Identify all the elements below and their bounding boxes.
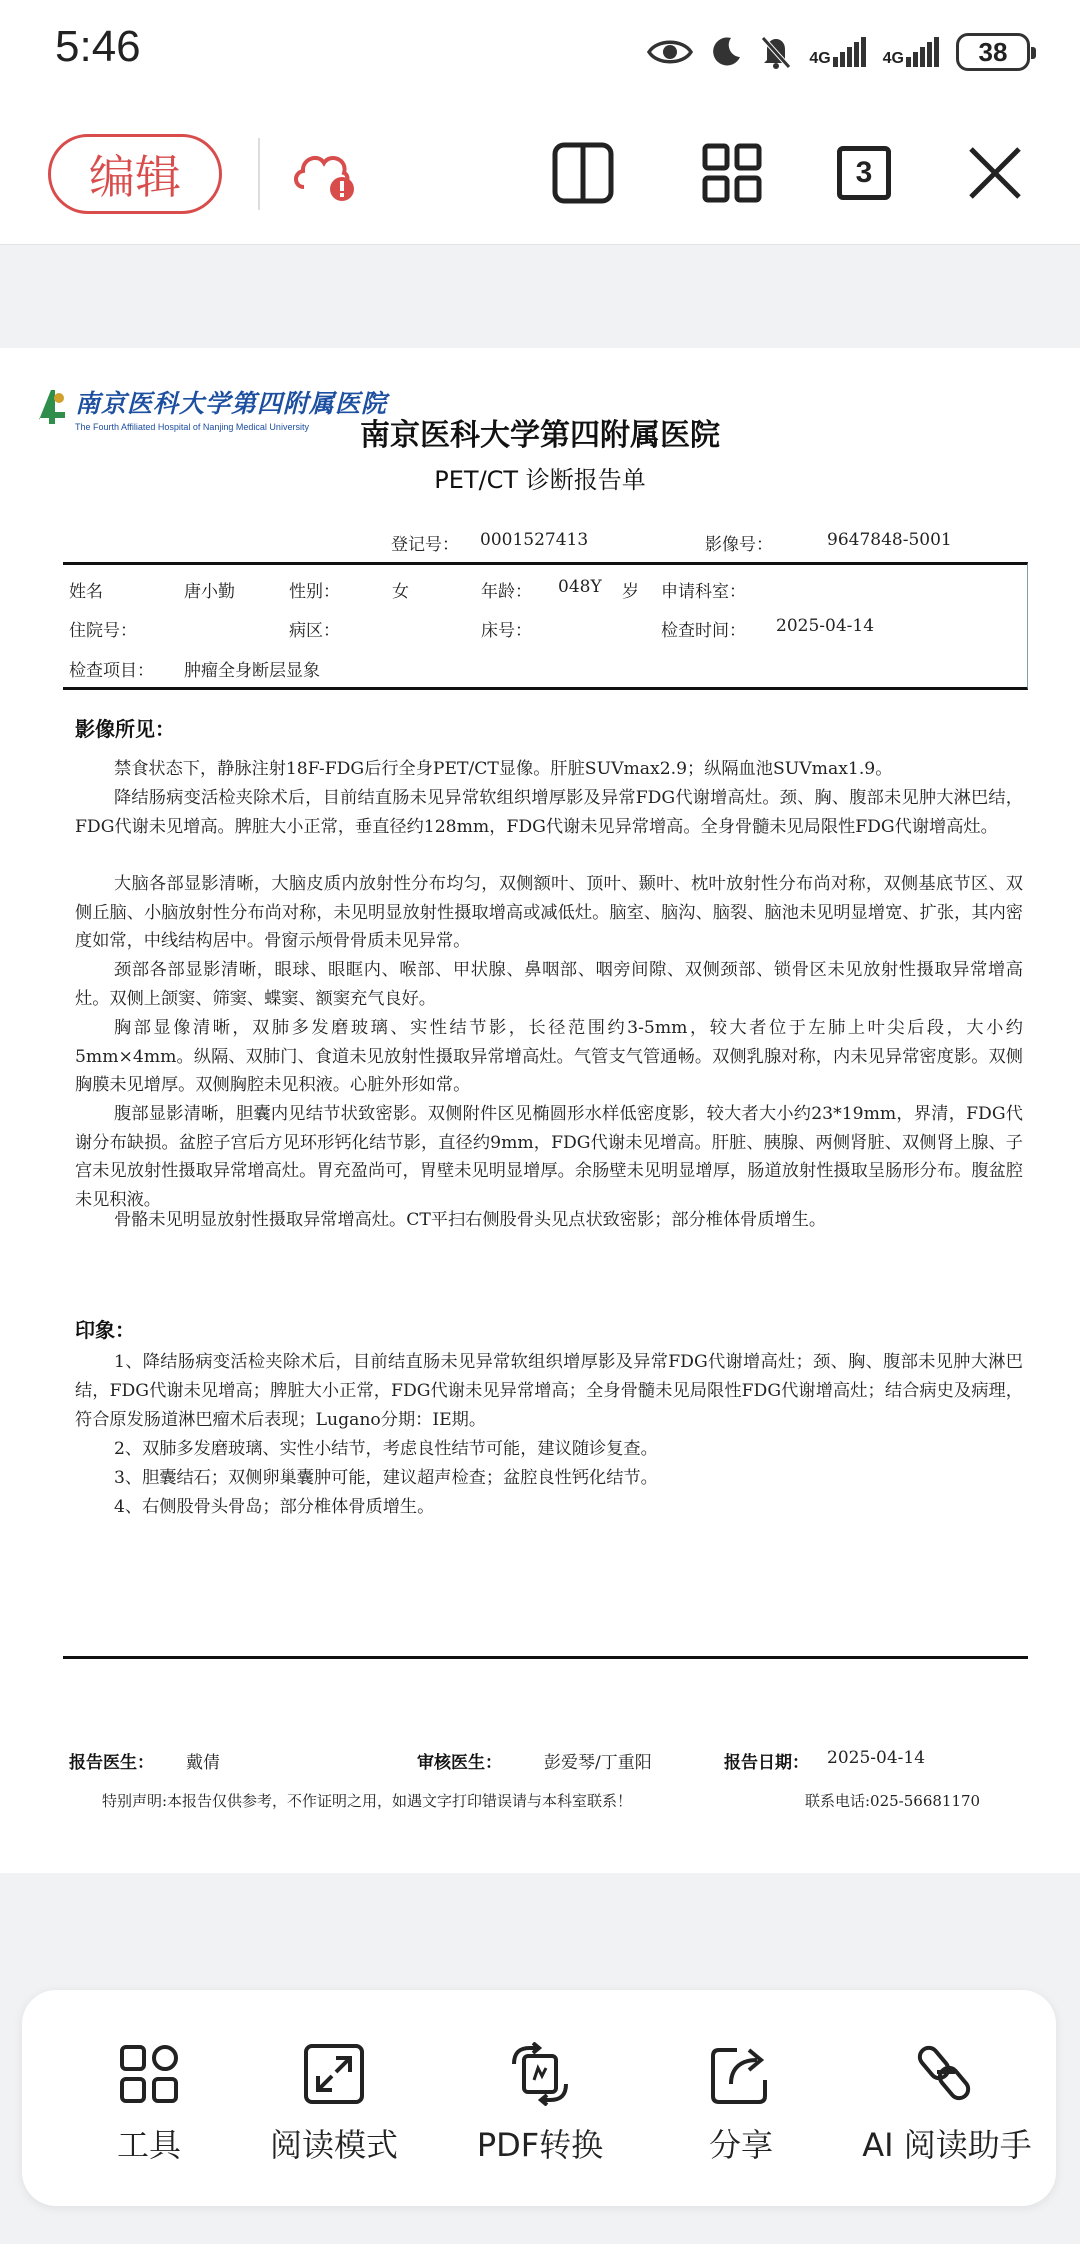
tools-icon: [117, 2042, 181, 2106]
exam-time-label: 检查时间：: [661, 621, 746, 641]
impression-item: 1、降结肠病变活检夹除术后，目前结直肠未见异常软组织增厚影及异常FDG代谢增高灶；颈、胸、腹部未见肿大淋巴结，FDG代谢未见增高；脾脏大小正常，FDG代谢未见异常增高；全身骨髓未见局限性FDG代谢增高灶；结合病史及病理，符合原发肠道淋巴瘤术后表现；Lugano分期：IE期。: [75, 1352, 1023, 1430]
reviewer: 彭爱琴/丁重阳: [544, 1753, 652, 1773]
exam-time: 2025-04-14: [776, 616, 875, 636]
image-number-label: 影像号：: [705, 535, 773, 555]
exam-item: 肿瘤全身断层显象: [184, 661, 320, 681]
cloud-sync-error-icon[interactable]: [290, 138, 360, 208]
battery-icon: 38: [956, 33, 1030, 71]
mute-bell-icon: [759, 34, 793, 70]
contact-phone: 联系电话:025-56681170: [805, 1792, 981, 1810]
findings-paragraph: 大脑各部显影清晰，大脑皮质内放射性分布均匀，双侧额叶、顶叶、颞叶、枕叶放射性分布尚对称，双侧基底节区、双侧丘脑、小脑放射性分布尚对称，未见明显放射性摄取增高或减低灶。脑室、脑沟、脑裂、脑池未见明显增宽、扩张，其内密度如常，中线结构居中。骨窗示颅骨骨质未见异常。: [75, 874, 1023, 952]
findings-paragraph: 腹部显影清晰，胆囊内见结节状致密影。双侧附件区见椭圆形水样低密度影，较大者大小约23*19mm，界清，FDG代谢分布缺损。盆腔子宫后方见环形钙化结节影，直径约9mm，FDG代谢未见增高。肝脏、胰腺、两侧肾脏、双侧肾上腺、子宫未见放射性摄取异常增高灶。胃充盈尚可，胃壁未见明显增厚。余肠壁未见明显增厚，肠道放射性摄取呈肠形分布。腹盆腔未见积液。: [75, 1104, 1023, 1211]
age-label: 年龄：: [481, 582, 532, 602]
network-label: 4G: [809, 50, 831, 67]
patient-age: 048Y: [558, 577, 602, 597]
impression-item: 4、右侧股骨头骨岛；部分椎体骨质增生。: [114, 1497, 435, 1517]
status-bar: [0, 0, 1080, 110]
department-label: 申请科室：: [661, 582, 746, 602]
document-page: [0, 348, 1080, 1873]
report-date-label: 报告日期：: [724, 1753, 809, 1773]
disclaimer: 特别声明:本报告仅供参考，不作证明之用，如遇文字打印错误请与本科室联系！: [102, 1792, 633, 1810]
page-count-button[interactable]: [829, 138, 899, 208]
patient-sex: 女: [392, 582, 409, 602]
page-count: 3: [837, 146, 891, 200]
status-icons: [647, 30, 1030, 74]
signal-icon-2: [906, 37, 940, 67]
impression-title: 印象：: [75, 1318, 135, 1342]
grid-view-icon[interactable]: [697, 138, 767, 208]
tools-button[interactable]: [44, 2042, 254, 2172]
findings-paragraph: 胸部显像清晰，双肺多发磨玻璃、实性结节影，长径范围约3-5mm，较大者位于左肺上叶尖后段，大小约5mm×4mm。纵隔、双肺门、食道未见放射性摄取异常增高灶。气管支气管通畅。双侧乳腺对称，内未见异常密度影。双侧胸膜未见增厚。双侧胸腔未见积液。心脏外形如常。: [75, 1018, 1023, 1096]
pdf-convert-icon: [508, 2042, 572, 2106]
tools-label: 工具: [116, 2126, 181, 2164]
top-toolbar: [0, 110, 1080, 245]
registration-number: 0001527413: [480, 530, 589, 550]
split-view-icon[interactable]: [548, 138, 618, 208]
share-label: 分享: [708, 2126, 773, 2164]
read-mode-button[interactable]: [229, 2042, 439, 2172]
pdf-convert-button[interactable]: [435, 2042, 645, 2172]
report-date: 2025-04-14: [827, 1748, 926, 1768]
signal-icon: [833, 37, 867, 67]
network-label-2: 4G: [882, 50, 904, 67]
findings-paragraph: 禁食状态下，静脉注射18F-FDG后行全身PET/CT显像。肝脏SUVmax2.9；纵隔血池SUVmax1.9。: [114, 759, 893, 779]
findings-paragraph: 降结肠病变活检夹除术后，目前结直肠未见异常软组织增厚影及异常FDG代谢增高灶。颈、胸、腹部未见肿大淋巴结，FDG代谢未见增高。脾脏大小正常，垂直径约128mm，FDG代谢未见异常增高。全身骨髓未见局限性FDG代谢增高灶。: [75, 788, 1023, 837]
findings-title: 影像所见：: [75, 717, 175, 741]
reviewer-label: 审核医生：: [417, 1753, 502, 1773]
ai-assistant-button[interactable]: [842, 2042, 1052, 2172]
name-label: 姓名: [69, 582, 103, 602]
report-doctor: 戴倩: [186, 1753, 220, 1773]
eye-icon: [647, 37, 693, 67]
pdf-convert-label: PDF转换: [476, 2126, 604, 2164]
inpatient-number-label: 住院号：: [69, 621, 137, 641]
toolbar-divider: [258, 138, 260, 210]
hospital-name-text: 南京医科大学第四附属医院: [360, 418, 720, 453]
findings-paragraph: 骨骼未见明显放射性摄取异常增高灶。CT平扫右侧股骨头见点状致密影；部分椎体骨质增生。: [114, 1210, 827, 1230]
patient-name: 唐小勤: [184, 582, 235, 602]
ai-assistant-icon: [915, 2042, 979, 2106]
bed-label: 床号：: [481, 621, 532, 641]
logo-english-text: The Fourth Affiliated Hospital of Nanjing Medical University: [75, 422, 309, 432]
close-icon[interactable]: [960, 138, 1030, 208]
signature-divider: [63, 1656, 1028, 1659]
read-mode-label: 阅读模式: [269, 2126, 398, 2164]
exam-item-label: 检查项目：: [69, 661, 154, 681]
impression-item: 3、胆囊结石；双侧卵巢囊肿可能，建议超声检查；盆腔良性钙化结节。: [114, 1468, 658, 1488]
sex-label: 性别：: [289, 582, 340, 602]
logo-chinese-text: 南京医科大学第四附属医院: [75, 389, 388, 418]
moon-icon: [709, 35, 743, 69]
registration-label: 登记号：: [391, 535, 459, 555]
image-number: 9647848-5001: [827, 530, 952, 550]
patient-info-table: [63, 562, 1028, 690]
share-icon: [709, 2042, 773, 2106]
ai-assistant-label: AI 阅读助手: [862, 2126, 1032, 2164]
bottom-action-bar: [22, 1990, 1056, 2206]
impression-item: 2、双肺多发磨玻璃、实性小结节，考虑良性结节可能，建议随诊复查。: [114, 1439, 658, 1459]
ward-label: 病区：: [289, 621, 340, 641]
report-doctor-label: 报告医生：: [69, 1753, 154, 1773]
age-unit: 岁: [622, 582, 639, 602]
expand-icon: [302, 2042, 366, 2106]
findings-paragraph: 颈部各部显影清晰，眼球、眼眶内、喉部、甲状腺、鼻咽部、咽旁间隙、双侧颈部、锁骨区未见放射性摄取异常增高灶。双侧上颌窦、筛窦、蝶窦、额窦充气良好。: [75, 960, 1023, 1009]
status-time: 5:46: [55, 22, 141, 71]
share-button[interactable]: [636, 2042, 846, 2172]
edit-button[interactable]: 编辑: [48, 134, 222, 214]
hospital-name: [0, 410, 1080, 454]
report-title: PET/CT 诊断报告单: [434, 466, 646, 494]
